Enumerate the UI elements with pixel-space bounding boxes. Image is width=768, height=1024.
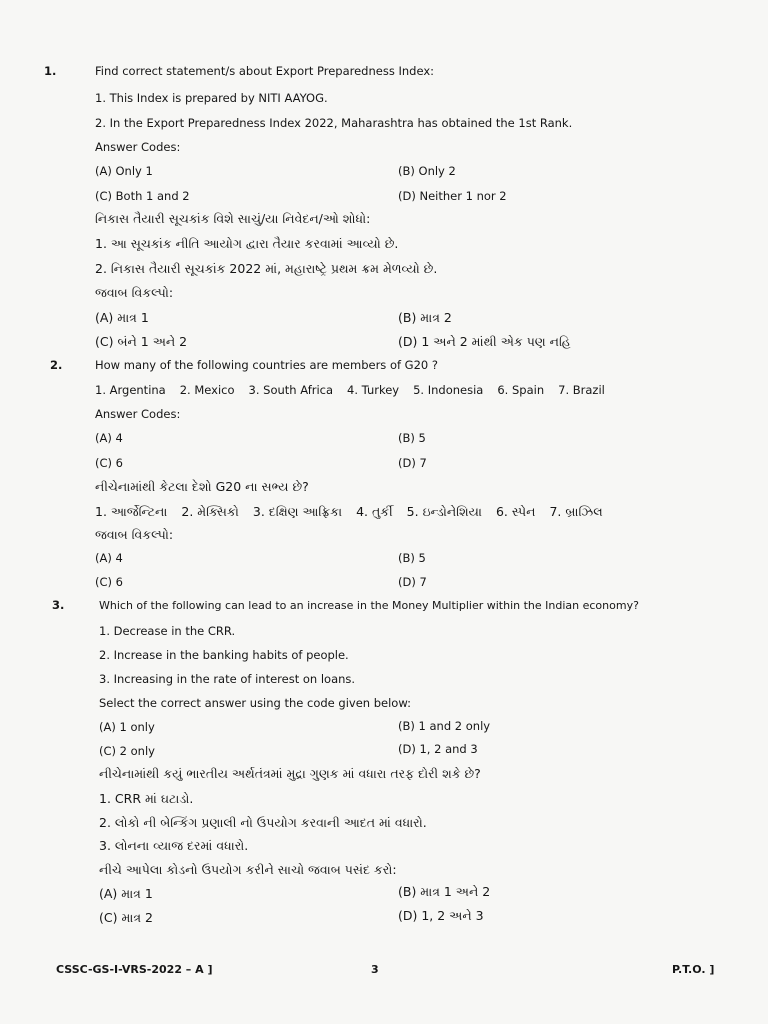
- option-b: (B) Only 2: [398, 164, 456, 178]
- statement: 1. This Index is prepared by NITI AAYOG.: [95, 91, 328, 105]
- option-d: (D) 1, 2 and 3: [398, 742, 478, 756]
- paper-code: CSSC-GS-I-VRS-2022 – A ]: [56, 963, 213, 976]
- gu-option-d: (D) 1 અને 2 માંથી એક પણ નહિ: [398, 334, 571, 349]
- gu-list-item: 7. બ્રાઝિલ: [549, 504, 603, 519]
- gu-question-stem: નીચેનામાંથી કેટલા દેશો G20 ના સભ્ય છે?: [95, 479, 309, 494]
- option-b: (B) 1 and 2 only: [398, 719, 491, 733]
- gu-option-c: (C) 6: [95, 575, 123, 589]
- statement: 2. In the Export Preparedness Index 2022, Maharashtra has obtained the 1st Rank.: [95, 116, 573, 130]
- page-number: 3: [371, 963, 379, 976]
- gu-option-b: (B) માત્ર 2: [398, 310, 452, 325]
- gu-answer-label: નીચે આપેલા કોડનો ઉપયોગ કરીને સાચો જવાબ પસંદ કરો:: [99, 862, 397, 877]
- gu-list-item: 4. તુર્કી: [356, 504, 393, 519]
- gu-statement: 1. આ સૂચકાંક નીતિ આયોગ દ્વારા તૈયાર કરવામાં આવ્યો છે.: [95, 236, 399, 251]
- question-number: 1.: [44, 64, 57, 78]
- option-c: (C) 6: [95, 456, 123, 470]
- list-item: 5. Indonesia: [413, 383, 484, 397]
- gu-list-item: 3. દક્ષિણ આફ્રિકા: [252, 504, 343, 519]
- gu-option-a: (A) માત્ર 1: [99, 886, 153, 901]
- list-item: 1. Argentina: [95, 383, 166, 397]
- option-c: (C) 2 only: [99, 744, 155, 758]
- gu-option-c: (C) બંને 1 અને 2: [95, 334, 188, 349]
- gu-question-stem: નીચેનામાંથી કયું ભારતીય અર્થતંત્રમાં મુદ્રા ગુણક માં વધારા તરફ દોરી શકે છે?: [99, 766, 481, 781]
- gu-list-item: 5. ઇન્ડોનેશિયા: [406, 504, 482, 519]
- option-a: (A) 4: [95, 431, 123, 445]
- gu-list-item: 6. સ્પેન: [495, 504, 536, 519]
- gu-list-item: 2. મેક્સિકો: [181, 504, 239, 519]
- answer-label: Answer Codes:: [95, 140, 181, 154]
- gu-option-d: (D) 7: [398, 575, 427, 589]
- gu-statement: 2. લોકો ની બેન્કિંગ પ્રણાલી નો ઉપયોગ કરવાની આદત માં વધારો.: [99, 815, 427, 830]
- list-item: 4. Turkey: [347, 383, 400, 397]
- answer-label: Select the correct answer using the code given below:: [99, 696, 411, 710]
- list-item: 3. South Africa: [248, 383, 334, 397]
- option-c: (C) Both 1 and 2: [95, 189, 190, 203]
- statement: 2. Increase in the banking habits of people.: [99, 648, 349, 662]
- gu-answer-label: જવાબ વિકલ્પો:: [95, 527, 174, 542]
- statement: 1. Decrease in the CRR.: [99, 624, 236, 638]
- gu-country-list: [95, 504, 617, 519]
- gu-statement: 3. લોનના વ્યાજ દરમાં વધારો.: [99, 838, 249, 853]
- option-d: (D) Neither 1 nor 2: [398, 189, 507, 203]
- gu-option-b: (B) 5: [398, 551, 426, 565]
- gu-statement: 1. CRR માં ઘટાડો.: [99, 791, 194, 806]
- option-a: (A) Only 1: [95, 164, 153, 178]
- question-number: 3.: [52, 598, 65, 612]
- country-list: [95, 383, 619, 398]
- gu-statement: 2. નિકાસ તૈયારી સૂચકાંક 2022 માં, મહારાષ્ટ્રે પ્રથમ ક્રમ મેળવ્યો છે.: [95, 261, 438, 276]
- pto-label: P.T.O. ]: [672, 963, 715, 976]
- option-a: (A) 1 only: [99, 720, 155, 734]
- list-item: 2. Mexico: [179, 383, 235, 397]
- list-item: 7. Brazil: [558, 383, 605, 397]
- question-stem: How many of the following countries are members of G20 ?: [95, 358, 438, 372]
- gu-option-a: (A) માત્ર 1: [95, 310, 149, 325]
- statement: 3. Increasing in the rate of interest on loans.: [99, 672, 356, 686]
- gu-option-c: (C) માત્ર 2: [99, 910, 153, 925]
- answer-label: Answer Codes:: [95, 407, 181, 421]
- option-d: (D) 7: [398, 456, 427, 470]
- gu-list-item: 1. આર્જેન્ટિના: [95, 504, 168, 519]
- gu-question-stem: નિકાસ તૈયારી સૂચકાંક વિશે સાચું/યા નિવેદન/ઓ શોધો:: [95, 211, 371, 226]
- question-stem: Find correct statement/s about Export Preparedness Index:: [95, 64, 435, 78]
- list-item: 6. Spain: [497, 383, 545, 397]
- gu-answer-label: જવાબ વિકલ્પો:: [95, 285, 174, 300]
- question-stem: Which of the following can lead to an increase in the Money Multiplier within the Indian economy?: [99, 599, 639, 612]
- gu-option-b: (B) માત્ર 1 અને 2: [398, 884, 491, 899]
- gu-option-d: (D) 1, 2 અને 3: [398, 908, 484, 923]
- option-b: (B) 5: [398, 431, 426, 445]
- question-number: 2.: [50, 358, 63, 372]
- gu-option-a: (A) 4: [95, 551, 123, 565]
